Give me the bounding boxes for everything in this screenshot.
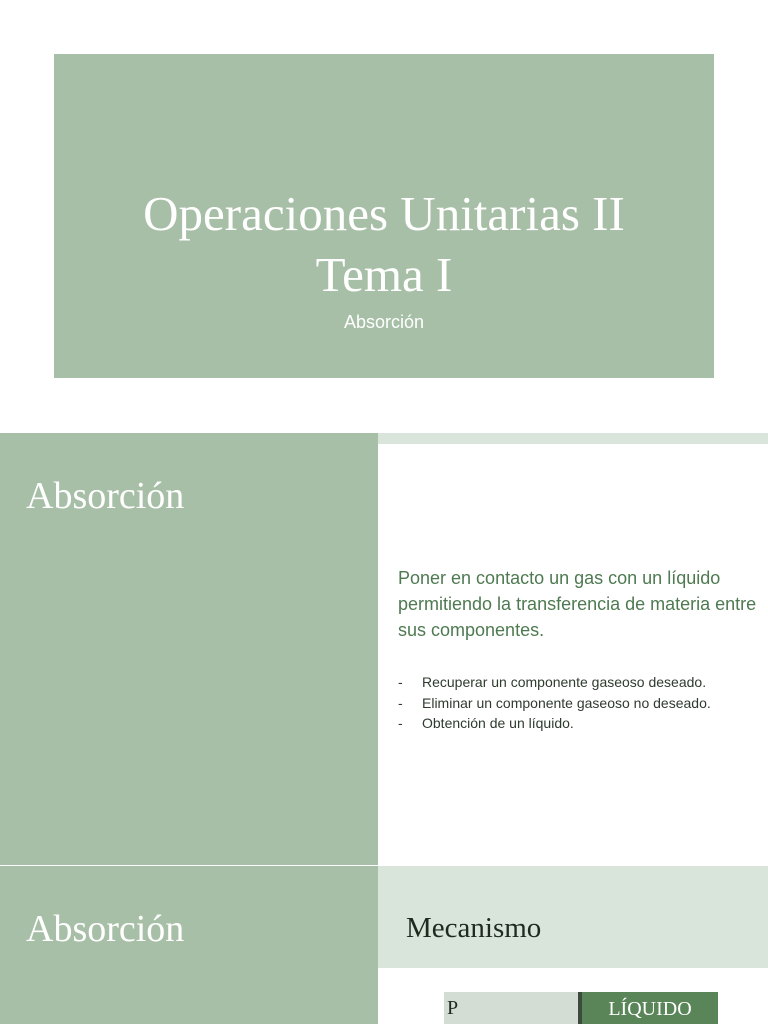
list-item: [398, 713, 738, 734]
definition-paragraph: Poner en contacto un gas con un líquido permitiendo la transferencia de materia entre sus componentes.: [398, 568, 757, 640]
diagram-liquid-label: LÍQUIDO: [608, 998, 692, 1020]
objectives-list: [398, 672, 738, 734]
list-item: [398, 672, 738, 693]
mechanism-heading: Mecanismo: [406, 912, 542, 944]
diagram-gas-label: P: [447, 997, 459, 1019]
title-line-2: Tema I: [315, 247, 453, 302]
title-slide: [54, 54, 714, 404]
slide2-heading: Absorción: [26, 475, 185, 517]
bullet-dash: -: [398, 674, 403, 690]
list-item-text: Obtención de un líquido.: [422, 715, 574, 731]
title-line-1: Operaciones Unitarias II: [143, 186, 625, 241]
bullet-dash: -: [398, 715, 403, 731]
list-item: [398, 693, 738, 714]
author-contact: Ing. Victoria Amengual - victoria.amengual@uner.edu.ar: [210, 388, 558, 404]
list-item-text: Eliminar un componente gaseoso no deseado.: [422, 694, 711, 711]
list-item-text: Recuperar un componente gaseoso deseado.: [422, 674, 707, 690]
slide2-top-bar: [378, 433, 768, 444]
slide3-heading: Absorción: [26, 908, 185, 950]
subtitle: Absorción: [343, 312, 425, 332]
diagram-gas-cell: [444, 992, 580, 1024]
bullet-dash: -: [398, 694, 403, 711]
